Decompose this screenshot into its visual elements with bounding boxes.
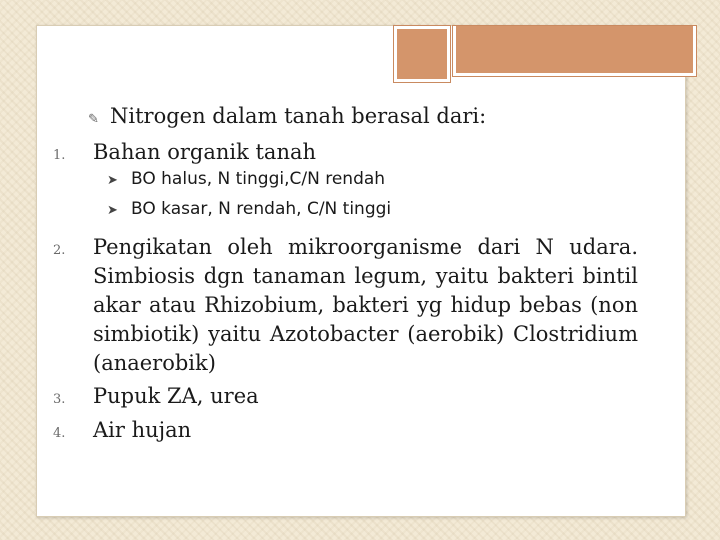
list-item-4 xyxy=(53,416,638,450)
list-item-2 xyxy=(53,233,638,378)
list-item-3 xyxy=(53,382,638,416)
sub-item xyxy=(93,169,638,199)
sub-item-text: BO kasar, N rendah, C/N tinggi xyxy=(131,199,392,219)
sub-item-text: BO halus, N tinggi,C/N rendah xyxy=(131,169,386,189)
list-text: Air hujan xyxy=(93,418,192,442)
accent-bar xyxy=(453,26,696,76)
heading-row xyxy=(88,104,638,138)
arrow-bullet-icon: ➤ xyxy=(107,203,118,218)
slide-content xyxy=(53,104,638,450)
list-number: 1. xyxy=(53,148,66,163)
list-number: 2. xyxy=(53,243,66,258)
accent-square xyxy=(394,26,450,82)
list-text: Pupuk ZA, urea xyxy=(93,384,259,408)
sub-list xyxy=(93,169,638,229)
list-text: Bahan organik tanah xyxy=(93,140,317,164)
sub-item xyxy=(93,199,638,229)
book-bullet-icon: ✎ xyxy=(88,112,99,127)
list-item-1 xyxy=(53,138,638,169)
list-number: 4. xyxy=(53,426,66,441)
arrow-bullet-icon: ➤ xyxy=(107,173,118,188)
list-text: Pengikatan oleh mikroorganisme dari N udara. Simbiosis dgn tanaman legum, yaitu bakteri bintil akar atau Rhizobium, bakteri yg hidup bebas (non simbiotik) yaitu Azotobacter (aerobik) Clostridium (anaerobik) xyxy=(93,235,638,375)
slide-heading: Nitrogen dalam tanah berasal dari: xyxy=(110,104,487,128)
list-number: 3. xyxy=(53,392,66,407)
